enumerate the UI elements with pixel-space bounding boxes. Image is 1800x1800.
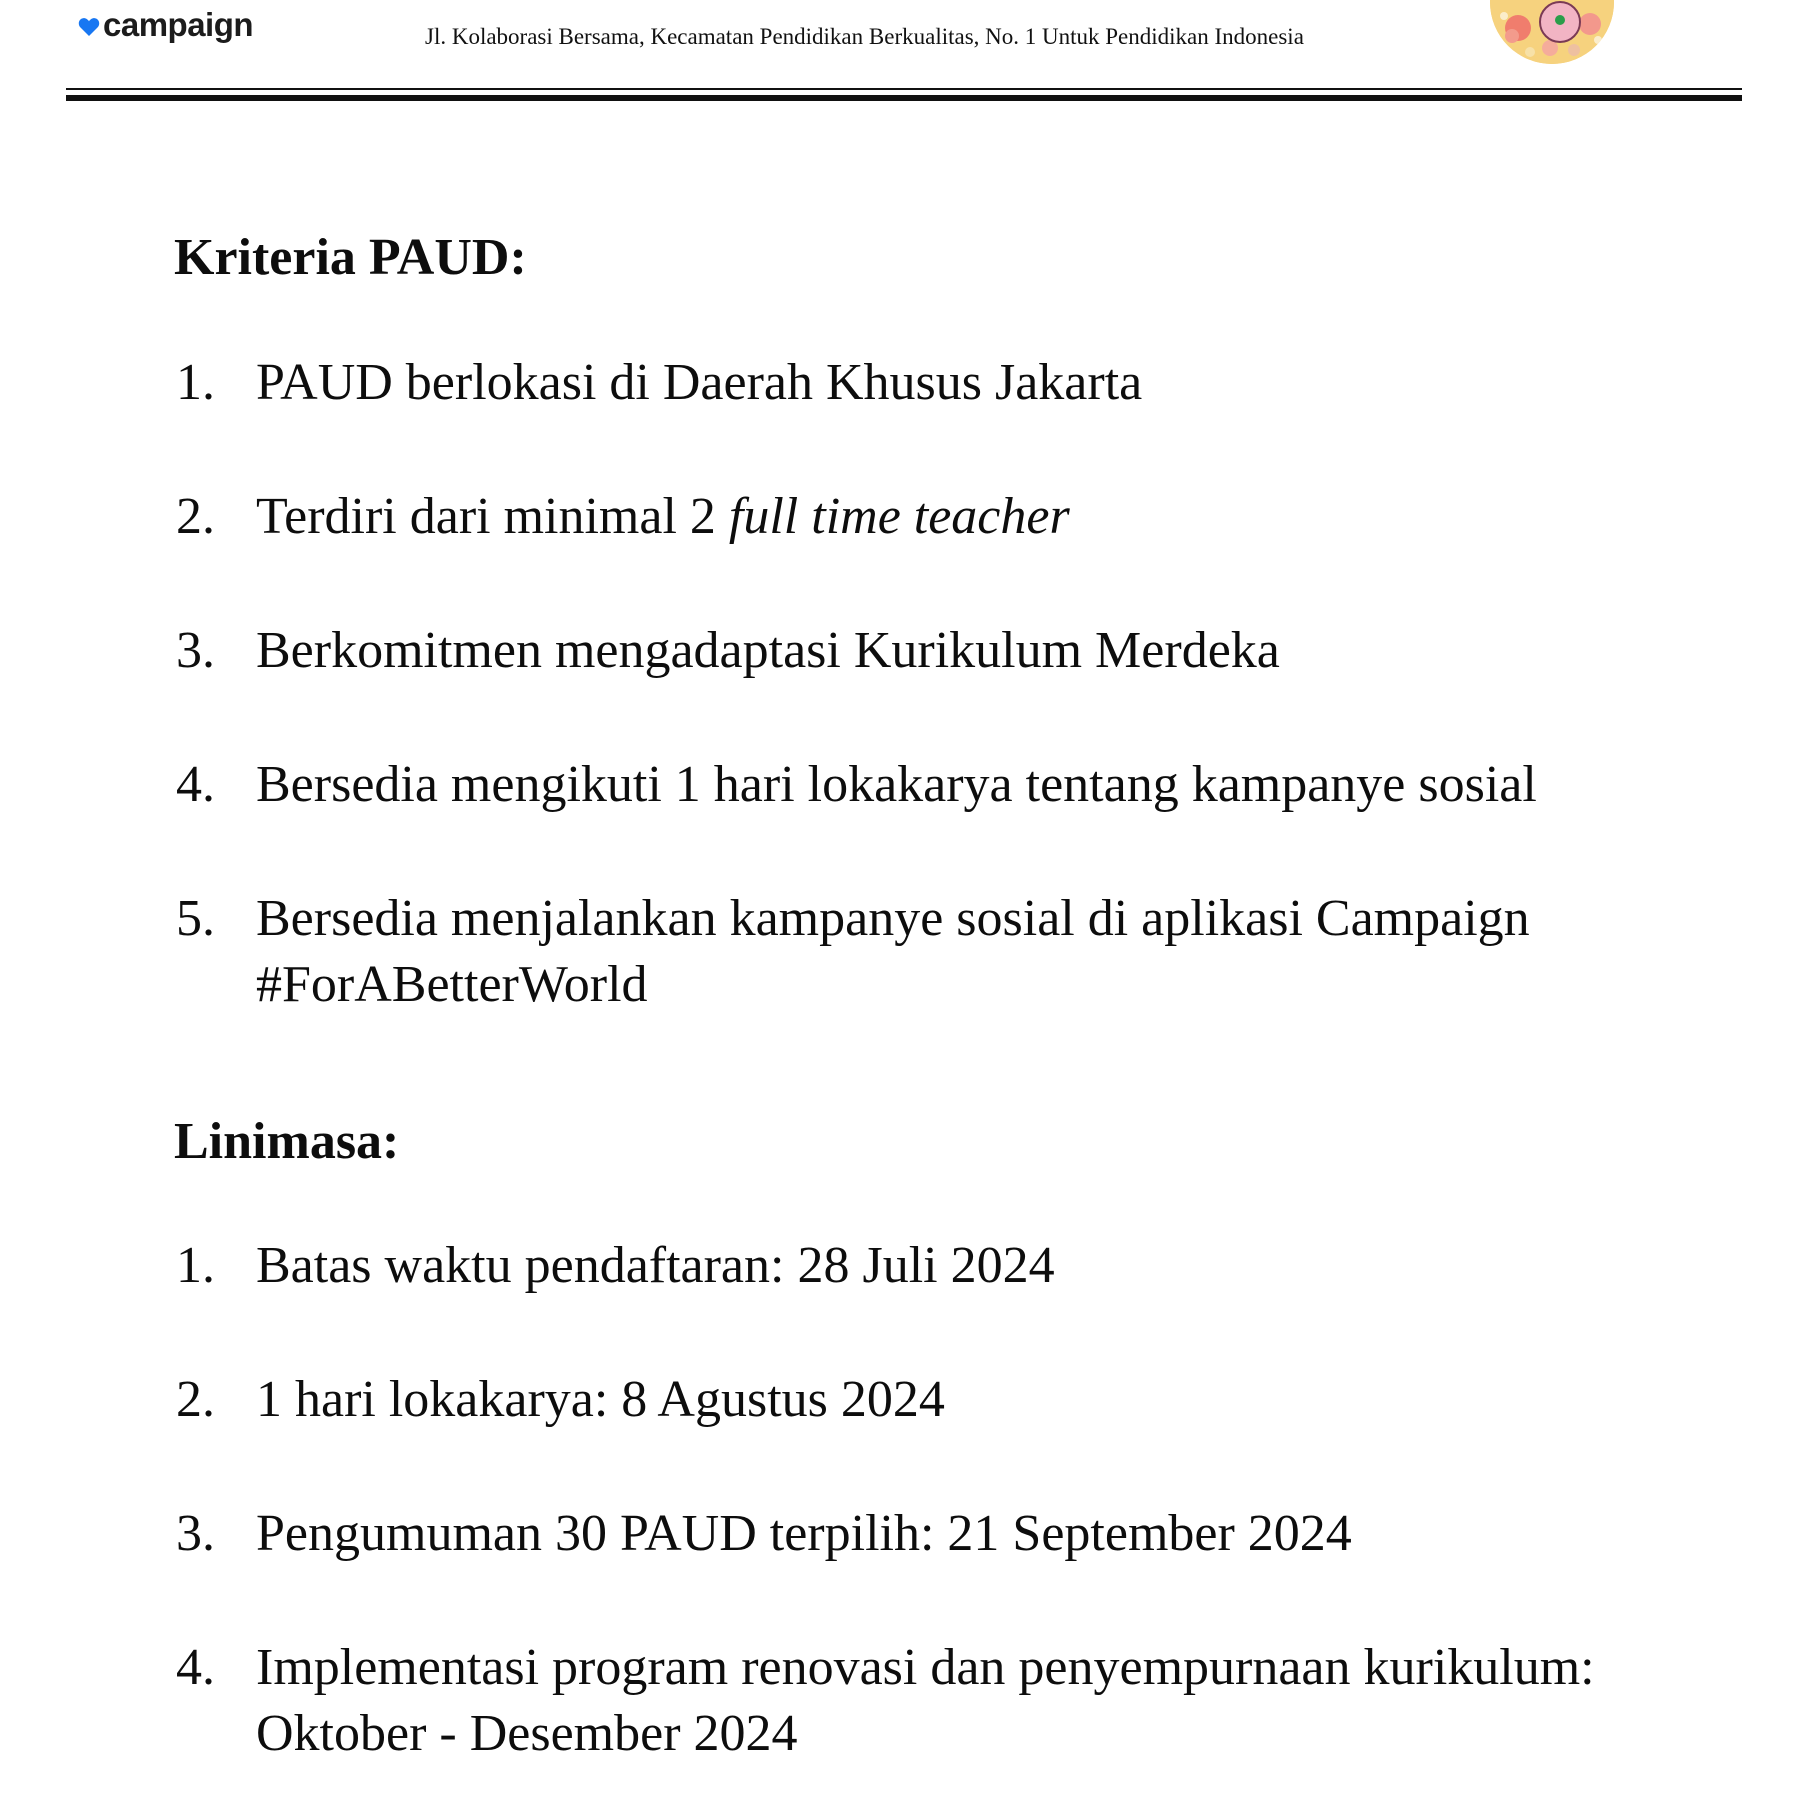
- kriteria-list: [174, 350, 1674, 1018]
- kriteria-title: Kriteria PAUD:: [174, 229, 527, 286]
- list-text: PAUD berlokasi di Daerah Khusus Jakarta: [256, 354, 1143, 411]
- list-number: 1.: [176, 1237, 215, 1294]
- list-text: Batas waktu pendaftaran: 28 Juli 2024: [256, 1237, 1055, 1294]
- list-item: [174, 1233, 1674, 1299]
- list-text-plain: Terdiri dari minimal 2: [256, 488, 729, 545]
- list-text: Pengumuman 30 PAUD terpilih: 21 September 2024: [256, 1505, 1352, 1562]
- list-text: Bersedia menjalankan kampanye sosial di aplikasi Campaign #ForABetterWorld: [256, 890, 1530, 1013]
- list-number: 4.: [176, 756, 215, 813]
- list-item: [174, 618, 1674, 684]
- list-text: 1 hari lokakarya: 8 Agustus 2024: [256, 1371, 945, 1428]
- list-item: [174, 350, 1674, 416]
- list-item: [174, 484, 1674, 550]
- campaign-logo: [78, 6, 253, 44]
- list-text: [256, 488, 1070, 545]
- floral-badge-image: [1490, 0, 1614, 64]
- list-number: 2.: [176, 488, 215, 545]
- list-number: 5.: [176, 890, 215, 947]
- list-item: [174, 886, 1674, 1018]
- heart-icon: [78, 17, 100, 37]
- header-divider-thick: [66, 95, 1742, 101]
- header-divider-thin: [66, 88, 1742, 90]
- list-number: 4.: [176, 1639, 215, 1696]
- list-item: [174, 1635, 1674, 1767]
- list-number: 3.: [176, 622, 215, 679]
- address-line: Jl. Kolaborasi Bersama, Kecamatan Pendidikan Berkualitas, No. 1 Untuk Pendidikan Indonesia: [425, 24, 1304, 49]
- letterhead: [0, 0, 1800, 100]
- list-item: [174, 1501, 1674, 1567]
- linimasa-list: [174, 1233, 1674, 1767]
- list-text-italic: full time teacher: [728, 488, 1070, 545]
- list-text: Berkomitmen mengadaptasi Kurikulum Merdeka: [256, 622, 1280, 679]
- list-item: [174, 752, 1674, 818]
- list-item: [174, 1367, 1674, 1433]
- logo-text: campaign: [103, 6, 254, 43]
- list-number: 2.: [176, 1371, 215, 1428]
- flower-pattern-icon: [1490, 0, 1614, 64]
- list-number: 1.: [176, 354, 215, 411]
- list-text: Bersedia mengikuti 1 hari lokakarya tentang kampanye sosial: [256, 756, 1537, 813]
- list-text: Implementasi program renovasi dan penyempurnaan kurikulum: Oktober - Desember 2024: [256, 1639, 1595, 1762]
- list-number: 3.: [176, 1505, 215, 1562]
- linimasa-title: Linimasa:: [174, 1113, 400, 1170]
